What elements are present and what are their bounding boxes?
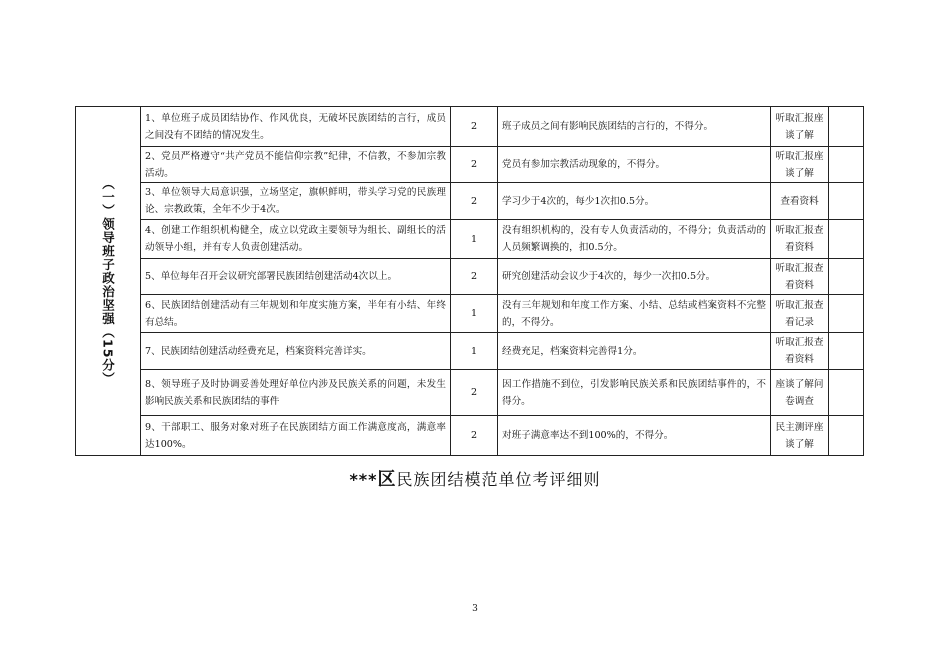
table-row xyxy=(76,370,864,416)
criteria-cell: 4、创建工作组织机构健全，成立以党政主要领导为组长、副组长的活动领导小组，并有专人负责创建活动。 xyxy=(141,220,451,259)
table-row xyxy=(76,220,864,259)
result-cell xyxy=(829,295,864,333)
result-cell xyxy=(829,416,864,456)
score-cell: 2 xyxy=(451,370,498,416)
table-row xyxy=(76,416,864,456)
method-cell: 民主测评座谈了解 xyxy=(771,416,829,456)
deduction-rule-cell: 没有三年规划和年度工作方案、小结、总结或档案资料不完整的，不得分。 xyxy=(498,295,771,333)
method-cell: 听取汇报查看资料 xyxy=(771,259,829,295)
title-placeholder-stars: *** xyxy=(349,470,378,489)
result-cell xyxy=(829,220,864,259)
method-cell: 查看资料 xyxy=(771,183,829,220)
score-cell: 1 xyxy=(451,333,498,370)
deduction-rule-cell: 没有组织机构的，没有专人负责活动的，不得分；负责活动的人员频繁调换的，扣0.5分。 xyxy=(498,220,771,259)
criteria-cell: 7、民族团结创建活动经费充足，档案资料完善详实。 xyxy=(141,333,451,370)
page-number: 3 xyxy=(472,604,478,614)
method-cell: 听取汇报座谈了解 xyxy=(771,147,829,183)
deduction-rule-cell: 经费充足，档案资料完善得1分。 xyxy=(498,333,771,370)
score-cell: 2 xyxy=(451,416,498,456)
table-row xyxy=(76,147,864,183)
deduction-rule-cell: 对班子满意率达不到100%的，不得分。 xyxy=(498,416,771,456)
title-district: 区 xyxy=(377,469,397,490)
criteria-cell: 2、党员严格遵守“共产党员不能信仰宗教”纪律，不信教，不参加宗教活动。 xyxy=(141,147,451,183)
table-row xyxy=(76,295,864,333)
category-label: （一）领导班子政治坚强（15分） xyxy=(100,176,116,386)
method-cell: 座谈了解问卷调查 xyxy=(771,370,829,416)
method-cell: 听取汇报查看记录 xyxy=(771,295,829,333)
criteria-cell: 8、领导班子及时协调妥善处理好单位内涉及民族关系的问题，未发生影响民族关系和民族团结的事件 xyxy=(141,370,451,416)
score-cell: 2 xyxy=(451,183,498,220)
document-title xyxy=(0,465,950,491)
table-row xyxy=(76,259,864,295)
title-text: 民族团结模范单位考评细则 xyxy=(396,470,601,489)
score-cell: 2 xyxy=(451,147,498,183)
criteria-cell: 3、单位领导大局意识强，立场坚定，旗帜鲜明，带头学习党的民族理论、宗教政策，全年不少于4次。 xyxy=(141,183,451,220)
score-cell: 1 xyxy=(451,220,498,259)
table-row xyxy=(76,107,864,147)
score-cell: 2 xyxy=(451,107,498,147)
result-cell xyxy=(829,259,864,295)
deduction-rule-cell: 研究创建活动会议少于4次的，每少一次扣0.5分。 xyxy=(498,259,771,295)
criteria-cell: 5、单位每年召开会议研究部署民族团结创建活动4次以上。 xyxy=(141,259,451,295)
result-cell xyxy=(829,183,864,220)
method-cell: 听取汇报查看资料 xyxy=(771,220,829,259)
table-row xyxy=(76,183,864,220)
deduction-rule-cell: 因工作措施不到位，引发影响民族关系和民族团结事件的，不得分。 xyxy=(498,370,771,416)
deduction-rule-cell: 学习少于4次的，每少1次扣0.5分。 xyxy=(498,183,771,220)
result-cell xyxy=(829,333,864,370)
score-cell: 1 xyxy=(451,295,498,333)
criteria-cell: 9、干部职工、服务对象对班子在民族团结方面工作满意度高，满意率达100%。 xyxy=(141,416,451,456)
method-cell: 听取汇报座谈了解 xyxy=(771,107,829,147)
method-cell: 听取汇报查看资料 xyxy=(771,333,829,370)
category-cell xyxy=(76,107,141,456)
table-row xyxy=(76,333,864,370)
deduction-rule-cell: 班子成员之间有影响民族团结的言行的，不得分。 xyxy=(498,107,771,147)
result-cell xyxy=(829,107,864,147)
result-cell xyxy=(829,370,864,416)
result-cell xyxy=(829,147,864,183)
criteria-cell: 1、单位班子成员团结协作、作风优良，无破坏民族团结的言行，成员之间没有不团结的情况发生。 xyxy=(141,107,451,147)
criteria-cell: 6、民族团结创建活动有三年规划和年度实施方案，半年有小结、年终有总结。 xyxy=(141,295,451,333)
deduction-rule-cell: 党员有参加宗教活动现象的，不得分。 xyxy=(498,147,771,183)
assessment-table xyxy=(75,106,864,456)
score-cell: 2 xyxy=(451,259,498,295)
